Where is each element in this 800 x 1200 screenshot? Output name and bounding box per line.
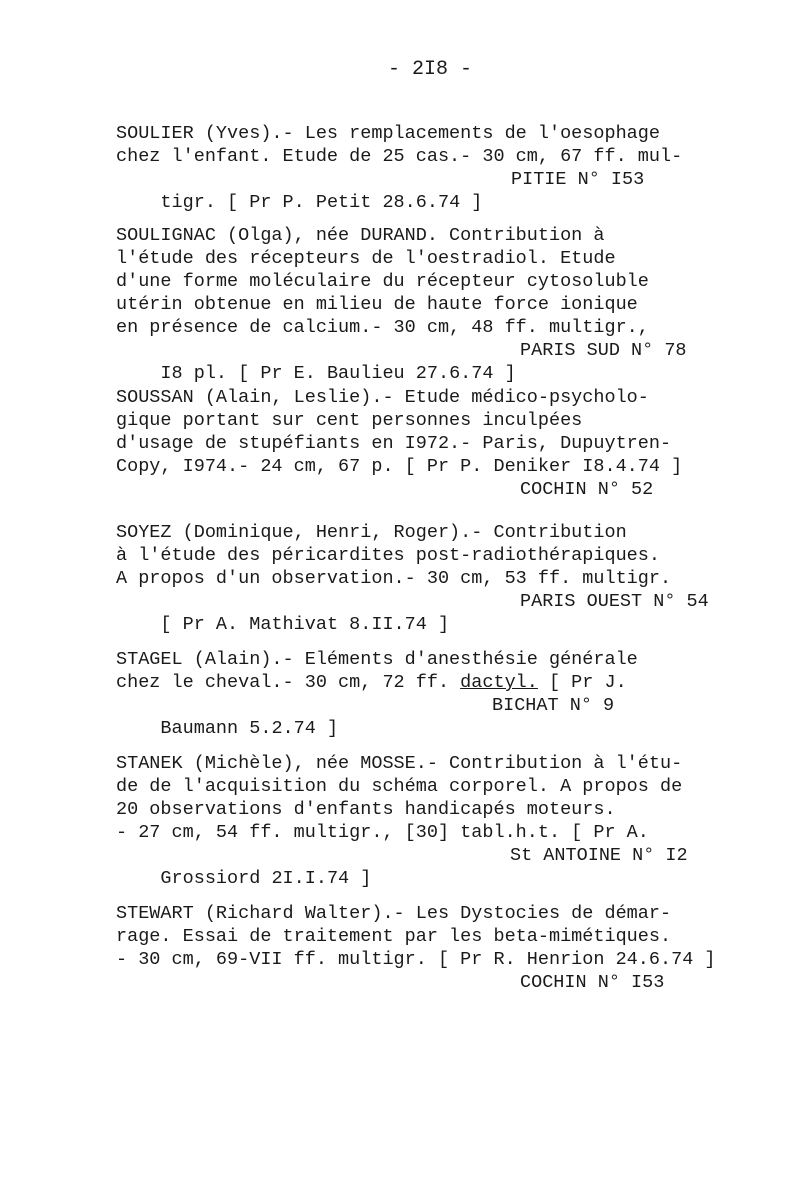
entry-line: [ Pr J. bbox=[537, 672, 627, 693]
entry-line: SOULIER (Yves).- Les remplacements de l'oesophage bbox=[116, 123, 660, 144]
entry-line: utérin obtenue en milieu de haute force ionique bbox=[116, 294, 638, 315]
entry-line: SOYEZ (Dominique, Henri, Roger).- Contribution bbox=[116, 522, 627, 543]
entry-line: SOUSSAN (Alain, Leslie).- Etude médico-psycholo- bbox=[116, 387, 649, 408]
page-number: - 2I8 - bbox=[388, 58, 473, 81]
underlined-term: dactyl. bbox=[460, 672, 538, 693]
library-reference: BICHAT N° 9 bbox=[492, 695, 615, 716]
entry-line: STAGEL (Alain).- Eléments d'anesthésie générale bbox=[116, 649, 638, 670]
library-reference: COCHIN N° I53 bbox=[520, 972, 665, 993]
entry-line: Copy, I974.- 24 cm, 67 p. [ Pr P. Deniker I8.4.74 ] bbox=[116, 456, 683, 477]
entry-line: I8 pl. [ Pr E. Baulieu 27.6.74 ] bbox=[160, 363, 516, 384]
entry-line: SOULIGNAC (Olga), née DURAND. Contribution à bbox=[116, 225, 605, 246]
entry-line: STANEK (Michèle), née MOSSE.- Contribution à l'étu- bbox=[116, 753, 683, 774]
bibliography-entry-soussan bbox=[116, 386, 696, 501]
bibliography-entry-soulier bbox=[116, 122, 696, 213]
entry-line: gique portant sur cent personnes inculpées bbox=[116, 410, 583, 431]
entry-line: l'étude des récepteurs de l'oestradiol. Etude bbox=[116, 248, 616, 269]
entry-line: tigr. [ Pr P. Petit 28.6.74 ] bbox=[160, 192, 483, 213]
library-reference: PARIS SUD N° 78 bbox=[520, 340, 687, 361]
entry-line: chez l'enfant. Etude de 25 cas.- 30 cm, 67 ff. mul- bbox=[116, 146, 683, 167]
entry-line: Baumann 5.2.74 ] bbox=[160, 718, 339, 739]
entry-line: d'usage de stupéfiants en I972.- Paris, Dupuytren- bbox=[116, 433, 672, 454]
entry-line: - 27 cm, 54 ff. multigr., [30] tabl.h.t. [ Pr A. bbox=[116, 822, 649, 843]
entry-line: à l'étude des péricardites post-radiothérapiques. bbox=[116, 545, 660, 566]
library-reference: PITIE N° I53 bbox=[511, 169, 645, 190]
bibliography-entry-soulignac bbox=[116, 224, 696, 384]
entry-line: de de l'acquisition du schéma corporel. A propos de bbox=[116, 776, 683, 797]
entry-line: Grossiord 2I.I.74 ] bbox=[160, 868, 372, 889]
entry-line: d'une forme moléculaire du récepteur cytosoluble bbox=[116, 271, 649, 292]
bibliography-entry-stewart bbox=[116, 902, 716, 994]
bibliography-entry-stagel bbox=[116, 648, 696, 739]
entry-line: rage. Essai de traitement par les beta-mimétiques. bbox=[116, 926, 672, 947]
entry-line: 20 observations d'enfants handicapés moteurs. bbox=[116, 799, 616, 820]
entry-line: A propos d'un observation.- 30 cm, 53 ff. multigr. bbox=[116, 568, 672, 589]
bibliography-entry-stanek bbox=[116, 752, 696, 889]
entry-line: STEWART (Richard Walter).- Les Dystocies de démar- bbox=[116, 903, 672, 924]
library-reference: COCHIN N° 52 bbox=[520, 479, 654, 500]
entry-line: - 30 cm, 69-VII ff. multigr. [ Pr R. Henrion 24.6.74 ] bbox=[116, 949, 716, 970]
library-reference: PARIS OUEST N° 54 bbox=[520, 591, 709, 612]
entry-line: chez le cheval.- 30 cm, 72 ff. bbox=[116, 672, 461, 693]
library-reference: St ANTOINE N° I2 bbox=[510, 845, 688, 866]
entry-line: [ Pr A. Mathivat 8.II.74 ] bbox=[160, 614, 450, 635]
bibliography-entry-soyez bbox=[116, 521, 709, 635]
entry-line: en présence de calcium.- 30 cm, 48 ff. multigr., bbox=[116, 317, 649, 338]
